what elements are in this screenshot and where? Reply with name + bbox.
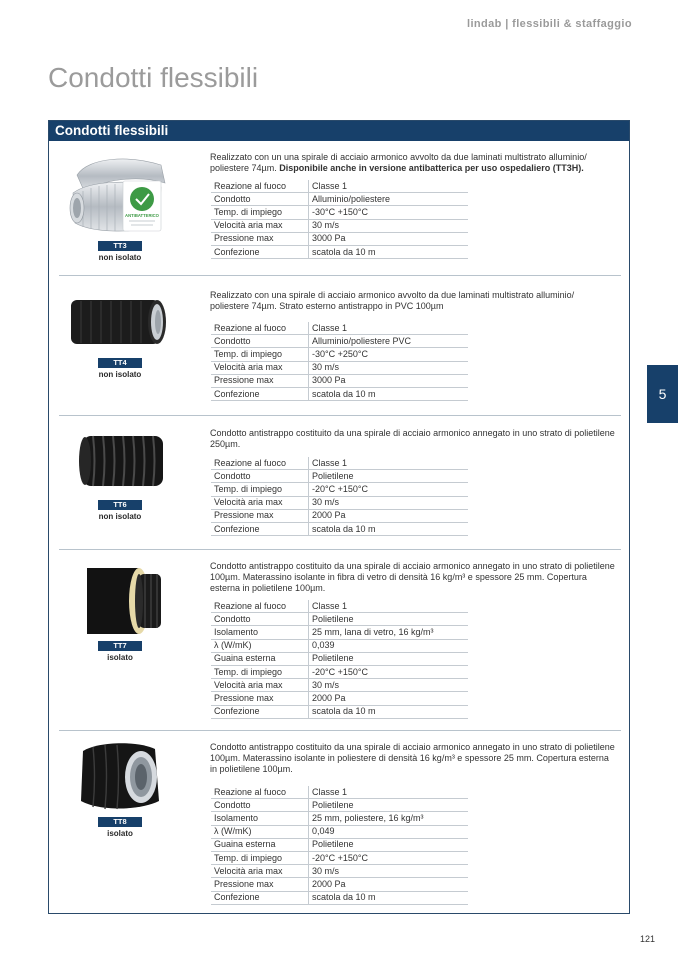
spec-table	[211, 786, 468, 905]
spec-value: 3000 Pa	[309, 374, 469, 387]
product-tt8	[59, 731, 621, 913]
spec-label: Isolamento	[211, 626, 309, 639]
spec-value: -20°C +150°C	[309, 483, 469, 496]
spec-value: scatola da 10 m	[309, 245, 469, 258]
spec-row	[211, 639, 468, 652]
spec-row	[211, 335, 468, 348]
spec-row	[211, 838, 468, 851]
product-description: Realizzato con una spirale di acciaio armonico avvolto da due laminati multistrato alluminio/ poliestere 74µm. Strato esterno antistrappo in PVC 100µm	[210, 290, 575, 312]
spec-label: Guaina esterna	[211, 652, 309, 665]
spec-label: Condotto	[211, 193, 309, 206]
spec-row	[211, 245, 468, 258]
spec-value: 2000 Pa	[309, 878, 469, 891]
spec-label: Temp. di impiego	[211, 665, 309, 678]
spec-value: 0,039	[309, 639, 469, 652]
spec-row	[211, 374, 468, 387]
spec-label: λ (W/mK)	[211, 639, 309, 652]
spec-value: Alluminio/poliestere	[309, 193, 469, 206]
spec-value: Classe 1	[309, 180, 469, 193]
spec-value: -30°C +250°C	[309, 348, 469, 361]
product-tt6	[59, 416, 621, 550]
spec-value: Polietilene	[309, 799, 469, 812]
spec-label: Velocità aria max	[211, 361, 309, 374]
spec-row	[211, 600, 468, 613]
spec-label: Temp. di impiego	[211, 348, 309, 361]
spec-value: Polietilene	[309, 838, 469, 851]
chapter-tab[interactable]: 5	[647, 365, 678, 423]
spec-label: Velocità aria max	[211, 679, 309, 692]
product-tt3	[59, 147, 621, 276]
spec-value: 2000 Pa	[309, 692, 469, 705]
product-description: Realizzato con un una spirale di acciaio armonico avvolto da due laminati multistrato alluminio/ poliestere 74µm. Disponibile anche in versione antibatterica per uso ospedaliero (TT3H).	[210, 152, 587, 174]
spec-table	[211, 600, 468, 719]
spec-value: 30 m/s	[309, 219, 469, 232]
spec-table	[211, 322, 468, 401]
spec-value: 30 m/s	[309, 865, 469, 878]
panel-title: Condotti flessibili	[49, 121, 629, 141]
spec-label: Velocità aria max	[211, 219, 309, 232]
spec-row	[211, 626, 468, 639]
running-header: lindab | flessibili & staffaggio	[466, 18, 632, 30]
spec-label: Reazione al fuoco	[211, 600, 309, 613]
product-description: Condotto antistrappo costituito da una spirale di acciaio armonico annegato in uno strato di polietilene 100µm. Materassino isolante in fibra di vetro di densità 16 kg/m³ e spessore 25 mm. Copertura esterna in polietilene 100µm.	[210, 561, 615, 594]
spec-value: scatola da 10 m	[309, 387, 469, 400]
spec-label: Condotto	[211, 335, 309, 348]
spec-label: Confezione	[211, 245, 309, 258]
spec-label: Pressione max	[211, 878, 309, 891]
spec-row	[211, 613, 468, 626]
spec-label: Isolamento	[211, 812, 309, 825]
spec-row	[211, 496, 468, 509]
spec-row	[211, 219, 468, 232]
spec-row	[211, 705, 468, 718]
spec-row	[211, 825, 468, 838]
insulation-status: non isolato	[98, 370, 142, 379]
product-tt7	[59, 550, 621, 731]
spec-row	[211, 679, 468, 692]
spec-table	[211, 180, 468, 259]
spec-row	[211, 878, 468, 891]
spec-row	[211, 206, 468, 219]
spec-row	[211, 812, 468, 825]
spec-label: Confezione	[211, 387, 309, 400]
spec-value: Classe 1	[309, 600, 469, 613]
spec-value: 25 mm, poliestere, 16 kg/m³	[309, 812, 469, 825]
spec-value: 30 m/s	[309, 679, 469, 692]
duct-image-tt4	[69, 294, 169, 354]
spec-label: Pressione max	[211, 374, 309, 387]
spec-row	[211, 652, 468, 665]
spec-row	[211, 387, 468, 400]
spec-row	[211, 180, 468, 193]
spec-row	[211, 322, 468, 335]
spec-row	[211, 865, 468, 878]
spec-row	[211, 799, 468, 812]
spec-value: Classe 1	[309, 457, 469, 470]
spec-label: Confezione	[211, 522, 309, 535]
duct-image-tt7	[69, 564, 169, 638]
product-code-badge: TT7	[98, 641, 142, 651]
spec-label: Guaina esterna	[211, 838, 309, 851]
spec-label: Pressione max	[211, 232, 309, 245]
spec-value: scatola da 10 m	[309, 522, 469, 535]
spec-label: Velocità aria max	[211, 496, 309, 509]
spec-label: λ (W/mK)	[211, 825, 309, 838]
spec-label: Temp. di impiego	[211, 851, 309, 864]
spec-value: 3000 Pa	[309, 232, 469, 245]
spec-value: Alluminio/poliestere PVC	[309, 335, 469, 348]
spec-row	[211, 457, 468, 470]
spec-value: -20°C +150°C	[309, 665, 469, 678]
spec-value: 30 m/s	[309, 361, 469, 374]
insulation-status: non isolato	[98, 253, 142, 262]
spec-value: Polietilene	[309, 652, 469, 665]
page-number: 121	[640, 934, 656, 944]
products-panel	[48, 120, 630, 914]
product-tt4	[59, 276, 621, 416]
product-code-badge: TT8	[98, 817, 142, 827]
spec-label: Velocità aria max	[211, 865, 309, 878]
spec-row	[211, 361, 468, 374]
spec-label: Confezione	[211, 705, 309, 718]
spec-value: Polietilene	[309, 613, 469, 626]
spec-row	[211, 483, 468, 496]
spec-value: 0,049	[309, 825, 469, 838]
spec-row	[211, 232, 468, 245]
spec-value: scatola da 10 m	[309, 705, 469, 718]
duct-image-tt8	[69, 739, 169, 815]
product-code-badge: TT3	[98, 241, 142, 251]
spec-row	[211, 509, 468, 522]
spec-value: 25 mm, lana di vetro, 16 kg/m³	[309, 626, 469, 639]
spec-value: -30°C +150°C	[309, 206, 469, 219]
product-description: Condotto antistrappo costituito da una spirale di acciaio armonico annegato in uno strato di polietilene 100µm. Materassino isolante in poliestere di densità 16 kg/m³ e spessore 25 mm. Copertura esterna in polietilene 100µm.	[210, 742, 615, 775]
spec-label: Temp. di impiego	[211, 483, 309, 496]
spec-row	[211, 193, 468, 206]
insulation-status: isolato	[107, 653, 133, 662]
duct-image-tt3	[69, 153, 169, 239]
spec-row	[211, 891, 468, 904]
spec-label: Reazione al fuoco	[211, 786, 309, 799]
spec-row	[211, 470, 468, 483]
spec-row	[211, 851, 468, 864]
antibacterial-logo-text: ANTIBATTERICO	[125, 213, 159, 218]
spec-row	[211, 786, 468, 799]
spec-label: Pressione max	[211, 509, 309, 522]
spec-label: Reazione al fuoco	[211, 457, 309, 470]
spec-label: Condotto	[211, 799, 309, 812]
spec-row	[211, 522, 468, 535]
spec-label: Reazione al fuoco	[211, 180, 309, 193]
spec-value: Classe 1	[309, 322, 469, 335]
spec-value: -20°C +150°C	[309, 851, 469, 864]
spec-value: Polietilene	[309, 470, 469, 483]
spec-value: 2000 Pa	[309, 509, 469, 522]
spec-label: Condotto	[211, 613, 309, 626]
duct-image-tt6	[69, 430, 169, 492]
insulation-status: isolato	[107, 829, 133, 838]
spec-label: Confezione	[211, 891, 309, 904]
insulation-status: non isolato	[98, 512, 142, 521]
spec-value: scatola da 10 m	[309, 891, 469, 904]
spec-label: Pressione max	[211, 692, 309, 705]
page-title: Condotti flessibili	[48, 62, 259, 93]
spec-label: Temp. di impiego	[211, 206, 309, 219]
product-code-badge: TT6	[98, 500, 142, 510]
spec-label: Reazione al fuoco	[211, 322, 309, 335]
spec-row	[211, 665, 468, 678]
spec-row	[211, 692, 468, 705]
product-description: Condotto antistrappo costituito da una spirale di acciaio armonico annegato in uno strato di polietilene 250µm.	[210, 428, 615, 450]
spec-label: Condotto	[211, 470, 309, 483]
spec-value: Classe 1	[309, 786, 469, 799]
spec-row	[211, 348, 468, 361]
product-code-badge: TT4	[98, 358, 142, 368]
spec-value: 30 m/s	[309, 496, 469, 509]
spec-table	[211, 457, 468, 536]
